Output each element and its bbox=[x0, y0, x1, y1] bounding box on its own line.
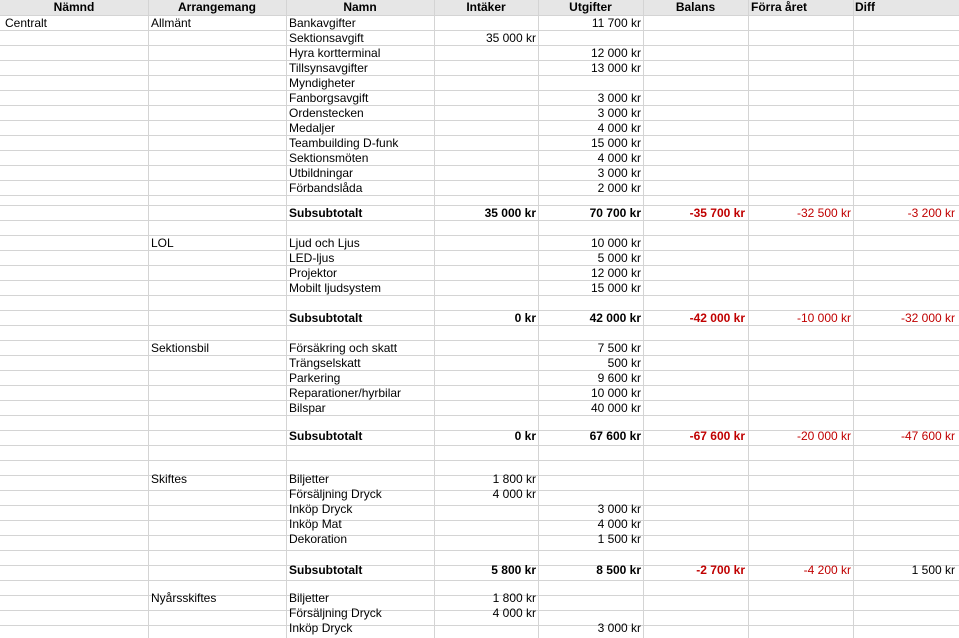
subtotal-intaker[interactable]: 0 kr bbox=[514, 429, 536, 443]
item-name[interactable]: Medaljer bbox=[289, 121, 336, 135]
item-name[interactable]: Utbildningar bbox=[289, 166, 354, 180]
subtotal-forra-aret[interactable]: -4 200 kr bbox=[803, 563, 851, 577]
item-utgifter[interactable]: 12 000 kr bbox=[590, 46, 641, 60]
arrangemang-label[interactable]: LOL bbox=[151, 236, 174, 250]
header-arrangemang[interactable]: Arrangemang bbox=[177, 0, 257, 14]
committee-label[interactable]: Centralt bbox=[5, 16, 48, 30]
grid-row-line bbox=[0, 295, 959, 296]
arrangemang-label[interactable]: Skiftes bbox=[151, 472, 188, 486]
item-utgifter[interactable]: 4 000 kr bbox=[597, 121, 641, 135]
item-name[interactable]: Försäljning Dryck bbox=[289, 606, 382, 620]
item-utgifter[interactable]: 1 500 kr bbox=[597, 532, 641, 546]
subtotal-utgifter[interactable]: 70 700 kr bbox=[589, 206, 641, 220]
arrangemang-label[interactable]: Allmänt bbox=[151, 16, 192, 30]
item-name[interactable]: Försäkring och skatt bbox=[289, 341, 398, 355]
grid-row-line bbox=[0, 550, 959, 551]
item-name[interactable]: Sektionsavgift bbox=[289, 31, 364, 45]
item-intaker[interactable]: 1 800 kr bbox=[492, 472, 536, 486]
grid-row-line bbox=[0, 385, 959, 386]
header-utgifter[interactable]: Utgifter bbox=[569, 0, 612, 14]
grid-row-line bbox=[0, 105, 959, 106]
item-utgifter[interactable]: 15 000 kr bbox=[590, 136, 641, 150]
item-utgifter[interactable]: 11 700 kr bbox=[591, 16, 641, 30]
item-name[interactable]: Tillsynsavgifter bbox=[289, 61, 368, 75]
subtotal-intaker[interactable]: 0 kr bbox=[514, 311, 536, 325]
grid-row-line bbox=[0, 460, 959, 461]
subtotal-utgifter[interactable]: 8 500 kr bbox=[596, 563, 641, 577]
subtotal-label[interactable]: Subsubtotalt bbox=[289, 206, 363, 220]
item-utgifter[interactable]: 3 000 kr bbox=[597, 166, 641, 180]
item-utgifter[interactable]: 500 kr bbox=[607, 356, 641, 370]
item-name[interactable]: Ljud och Ljus bbox=[289, 236, 360, 250]
subtotal-balans[interactable]: -42 000 kr bbox=[689, 311, 745, 325]
item-name[interactable]: Parkering bbox=[289, 371, 341, 385]
item-name[interactable]: Inköp Mat bbox=[289, 517, 342, 531]
grid-column-line bbox=[148, 0, 149, 638]
grid-row-line bbox=[0, 165, 959, 166]
item-utgifter[interactable]: 3 000 kr bbox=[597, 502, 641, 516]
arrangemang-label[interactable]: Sektionsbil bbox=[151, 341, 210, 355]
item-name[interactable]: Biljetter bbox=[289, 591, 330, 605]
grid-row-line bbox=[0, 90, 959, 91]
item-utgifter[interactable]: 5 000 kr bbox=[597, 251, 641, 265]
header-namn[interactable]: Namn bbox=[343, 0, 377, 14]
item-intaker[interactable]: 4 000 kr bbox=[492, 606, 536, 620]
item-intaker[interactable]: 35 000 kr bbox=[485, 31, 536, 45]
grid-row-line bbox=[0, 235, 959, 236]
grid-row-line bbox=[0, 340, 959, 341]
subtotal-diff[interactable]: -3 200 kr bbox=[907, 206, 955, 220]
header-forra-aret[interactable]: Förra året bbox=[751, 0, 808, 14]
header-diff[interactable]: Diff bbox=[855, 0, 875, 14]
subtotal-utgifter[interactable]: 42 000 kr bbox=[589, 311, 641, 325]
item-utgifter[interactable]: 10 000 kr bbox=[590, 386, 641, 400]
grid-row-line bbox=[0, 355, 959, 356]
item-utgifter[interactable]: 4 000 kr bbox=[597, 517, 641, 531]
subtotal-forra-aret[interactable]: -10 000 kr bbox=[796, 311, 851, 325]
item-name[interactable]: Biljetter bbox=[289, 472, 330, 486]
header-balans[interactable]: Balans bbox=[675, 0, 716, 14]
item-name[interactable]: Bankavgifter bbox=[289, 16, 356, 30]
item-name[interactable]: Försäljning Dryck bbox=[289, 487, 382, 501]
subtotal-diff[interactable]: -32 000 kr bbox=[900, 311, 955, 325]
grid-row-line bbox=[0, 370, 959, 371]
header-intaker[interactable]: Intäker bbox=[466, 0, 506, 14]
item-utgifter[interactable]: 13 000 kr bbox=[590, 61, 641, 75]
grid-column-line bbox=[286, 0, 287, 638]
subtotal-balans[interactable]: -67 600 kr bbox=[689, 429, 745, 443]
item-name[interactable]: Ordenstecken bbox=[289, 106, 364, 120]
item-utgifter[interactable]: 15 000 kr bbox=[590, 281, 641, 295]
grid-row-line bbox=[0, 75, 959, 76]
item-name[interactable]: Inköp Dryck bbox=[289, 621, 353, 635]
item-utgifter[interactable]: 9 600 kr bbox=[597, 371, 641, 385]
arrangemang-label[interactable]: Nyårsskiftes bbox=[151, 591, 217, 605]
item-utgifter[interactable]: 12 000 kr bbox=[590, 266, 641, 280]
item-utgifter[interactable]: 10 000 kr bbox=[590, 236, 641, 250]
item-name[interactable]: Mobilt ljudsystem bbox=[289, 281, 382, 295]
grid-row-line bbox=[0, 505, 959, 506]
subtotal-balans[interactable]: -35 700 kr bbox=[689, 206, 745, 220]
grid-row-line bbox=[0, 535, 959, 536]
item-utgifter[interactable]: 40 000 kr bbox=[590, 401, 641, 415]
grid-row-line bbox=[0, 120, 959, 121]
grid-row-line bbox=[0, 195, 959, 196]
subtotal-intaker[interactable]: 5 800 kr bbox=[491, 563, 536, 577]
grid-row-line bbox=[0, 280, 959, 281]
grid-row-line bbox=[0, 415, 959, 416]
item-name[interactable]: Bilspar bbox=[289, 401, 326, 415]
subtotal-diff[interactable]: -47 600 kr bbox=[900, 429, 955, 443]
item-name[interactable]: Fanborgsavgift bbox=[289, 91, 369, 105]
grid-row-line bbox=[0, 250, 959, 251]
subtotal-label[interactable]: Subsubtotalt bbox=[289, 429, 363, 443]
header-namnd[interactable]: Nämnd bbox=[53, 0, 95, 14]
grid-row-line bbox=[0, 60, 959, 61]
subtotal-forra-aret[interactable]: -32 500 kr bbox=[796, 206, 851, 220]
header-row bbox=[0, 0, 959, 16]
subtotal-diff[interactable]: 1 500 kr bbox=[911, 563, 955, 577]
grid-row-line bbox=[0, 520, 959, 521]
subtotal-label[interactable]: Subsubtotalt bbox=[289, 311, 363, 325]
item-utgifter[interactable]: 3 000 kr bbox=[597, 106, 641, 120]
subtotal-forra-aret[interactable]: -20 000 kr bbox=[796, 429, 851, 443]
item-name[interactable]: Hyra kortterminal bbox=[289, 46, 381, 60]
subtotal-label[interactable]: Subsubtotalt bbox=[289, 563, 363, 577]
item-name[interactable]: Dekoration bbox=[289, 532, 348, 546]
item-utgifter[interactable]: 7 500 kr bbox=[597, 341, 641, 355]
grid-row-line bbox=[0, 150, 959, 151]
grid-row-line bbox=[0, 625, 959, 626]
item-intaker[interactable]: 1 800 kr bbox=[492, 591, 536, 605]
subtotal-utgifter[interactable]: 67 600 kr bbox=[589, 429, 641, 443]
item-name[interactable]: Teambuilding D-funk bbox=[289, 136, 399, 150]
item-name[interactable]: Inköp Dryck bbox=[289, 502, 353, 516]
grid-row-line bbox=[0, 135, 959, 136]
item-name[interactable]: Reparationer/hyrbilar bbox=[289, 386, 402, 400]
item-intaker[interactable]: 4 000 kr bbox=[492, 487, 536, 501]
grid-row-line bbox=[0, 265, 959, 266]
subtotal-balans[interactable]: -2 700 kr bbox=[696, 563, 745, 577]
item-name[interactable]: Projektor bbox=[289, 266, 338, 280]
item-name[interactable]: Förbandslåda bbox=[289, 181, 363, 195]
item-name[interactable]: Sektionsmöten bbox=[289, 151, 369, 165]
grid-row-line bbox=[0, 400, 959, 401]
item-utgifter[interactable]: 2 000 kr bbox=[597, 181, 641, 195]
subtotal-intaker[interactable]: 35 000 kr bbox=[484, 206, 536, 220]
item-name[interactable]: Myndigheter bbox=[289, 76, 356, 90]
grid-row-line bbox=[0, 445, 959, 446]
grid-row-line bbox=[0, 180, 959, 181]
item-name[interactable]: LED-ljus bbox=[289, 251, 335, 265]
grid-row-line bbox=[0, 580, 959, 581]
item-utgifter[interactable]: 3 000 kr bbox=[597, 91, 641, 105]
item-utgifter[interactable]: 4 000 kr bbox=[597, 151, 641, 165]
item-utgifter[interactable]: 3 000 kr bbox=[597, 621, 641, 635]
item-name[interactable]: Trängselskatt bbox=[289, 356, 361, 370]
